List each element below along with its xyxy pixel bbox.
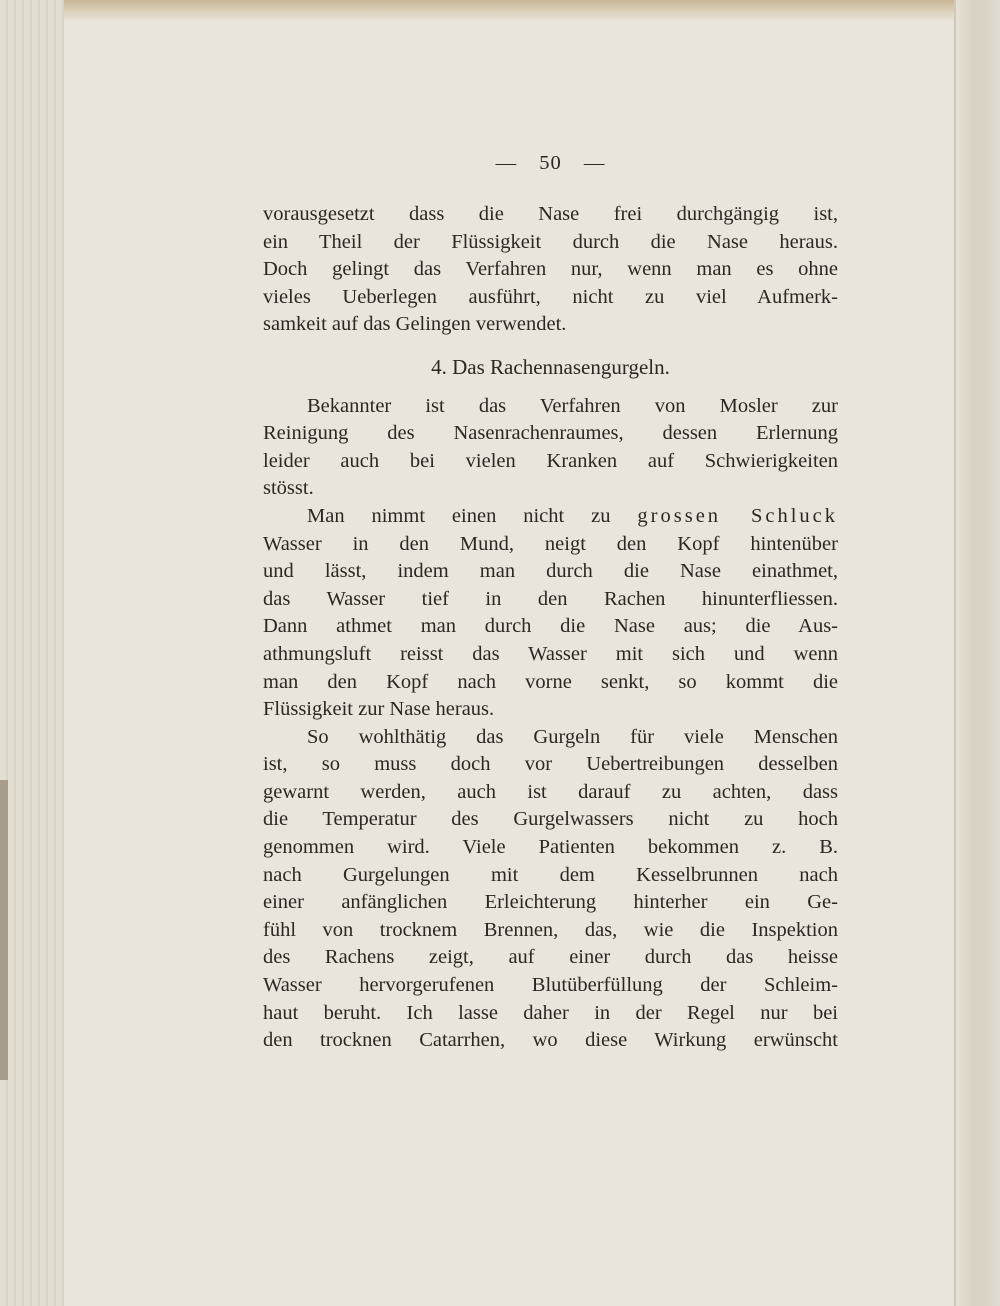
text-line: den trocknen Catarrhen, wo diese Wirkung erwünscht xyxy=(263,1029,838,1052)
page-header xyxy=(263,150,838,182)
page-number: 50 xyxy=(539,152,562,174)
text-line: ein Theil der Flüssigkeit durch die Nase heraus. xyxy=(263,230,838,253)
text-line: stösst. xyxy=(263,477,314,500)
text-line: Doch gelingt das Verfahren nur, wenn man es ohne xyxy=(263,258,838,281)
text-line: das Wasser tief in den Rachen hinunterfliessen. xyxy=(263,587,838,610)
text-line: Wasser hervorgerufenen Blutüberfüllung der Schleim- xyxy=(263,974,838,997)
text-line: genommen wird. Viele Patienten bekommen z. B. xyxy=(263,836,838,859)
paragraph-2 xyxy=(263,393,838,503)
text-line: haut beruht. Ich lasse daher in der Regel nur bei xyxy=(263,1001,838,1024)
text-line: die Temperatur des Gurgelwassers nicht zu hoch xyxy=(263,808,838,831)
paragraph-4 xyxy=(263,724,838,1055)
text-line: samkeit auf das Gelingen verwendet. xyxy=(263,313,567,336)
text-line: Reinigung des Nasenrachenraumes, dessen Erlernung xyxy=(263,422,838,445)
text-line: vieles Ueberlegen ausführt, nicht zu viel Aufmerk- xyxy=(263,285,838,308)
text-line: vorausgesetzt dass die Nase frei durchgängig ist, xyxy=(263,203,838,225)
text-line: leider auch bei vielen Kranken auf Schwierigkeiten xyxy=(263,449,838,472)
paragraph-1 xyxy=(263,201,838,339)
spaced-emphasis: grossen Schluck xyxy=(637,504,839,527)
section-heading: 4. Das Rachennasengurgeln. xyxy=(431,354,670,379)
text-line xyxy=(263,503,838,531)
page-stack-left-edge xyxy=(0,0,64,1306)
binding-mark xyxy=(0,780,8,1080)
text-line: einer anfänglichen Erleichterung hinterher ein Ge- xyxy=(263,891,838,914)
text-line: man den Kopf nach vorne senkt, so kommt die xyxy=(263,670,838,693)
header-dash-right: — xyxy=(583,152,606,174)
text-line: Wasser in den Mund, neigt den Kopf hintenüber xyxy=(263,532,838,555)
text-line: nach Gurgelungen mit dem Kesselbrunnen nach xyxy=(263,863,838,886)
text-line: So wohlthätig das Gurgeln für viele Menschen xyxy=(307,725,838,748)
text-line: und lässt, indem man durch die Nase einathmet, xyxy=(263,560,838,583)
text-line: des Rachens zeigt, auf einer durch das heisse xyxy=(263,946,838,969)
facing-page-edge xyxy=(954,0,1000,1306)
page-top-edge xyxy=(0,0,1000,22)
header-dash-left: — xyxy=(495,152,518,174)
text-line: fühl von trocknem Brennen, das, wie die Inspektion xyxy=(263,918,838,941)
text-line: gewarnt werden, auch ist darauf zu achten, dass xyxy=(263,780,838,803)
text-line: athmungsluft reisst das Wasser mit sich und wenn xyxy=(263,642,838,665)
text-line: ist, so muss doch vor Uebertreibungen desselben xyxy=(263,753,838,776)
paragraph-3 xyxy=(263,503,838,724)
text-segment: Man nimmt einen nicht zu xyxy=(307,504,611,527)
page-text-block xyxy=(263,150,838,1055)
text-line: Bekannter ist das Verfahren von Mosler zur xyxy=(307,394,838,417)
text-line: Dann athmet man durch die Nase aus; die Aus- xyxy=(263,615,838,638)
text-line: Flüssigkeit zur Nase heraus. xyxy=(263,698,495,721)
